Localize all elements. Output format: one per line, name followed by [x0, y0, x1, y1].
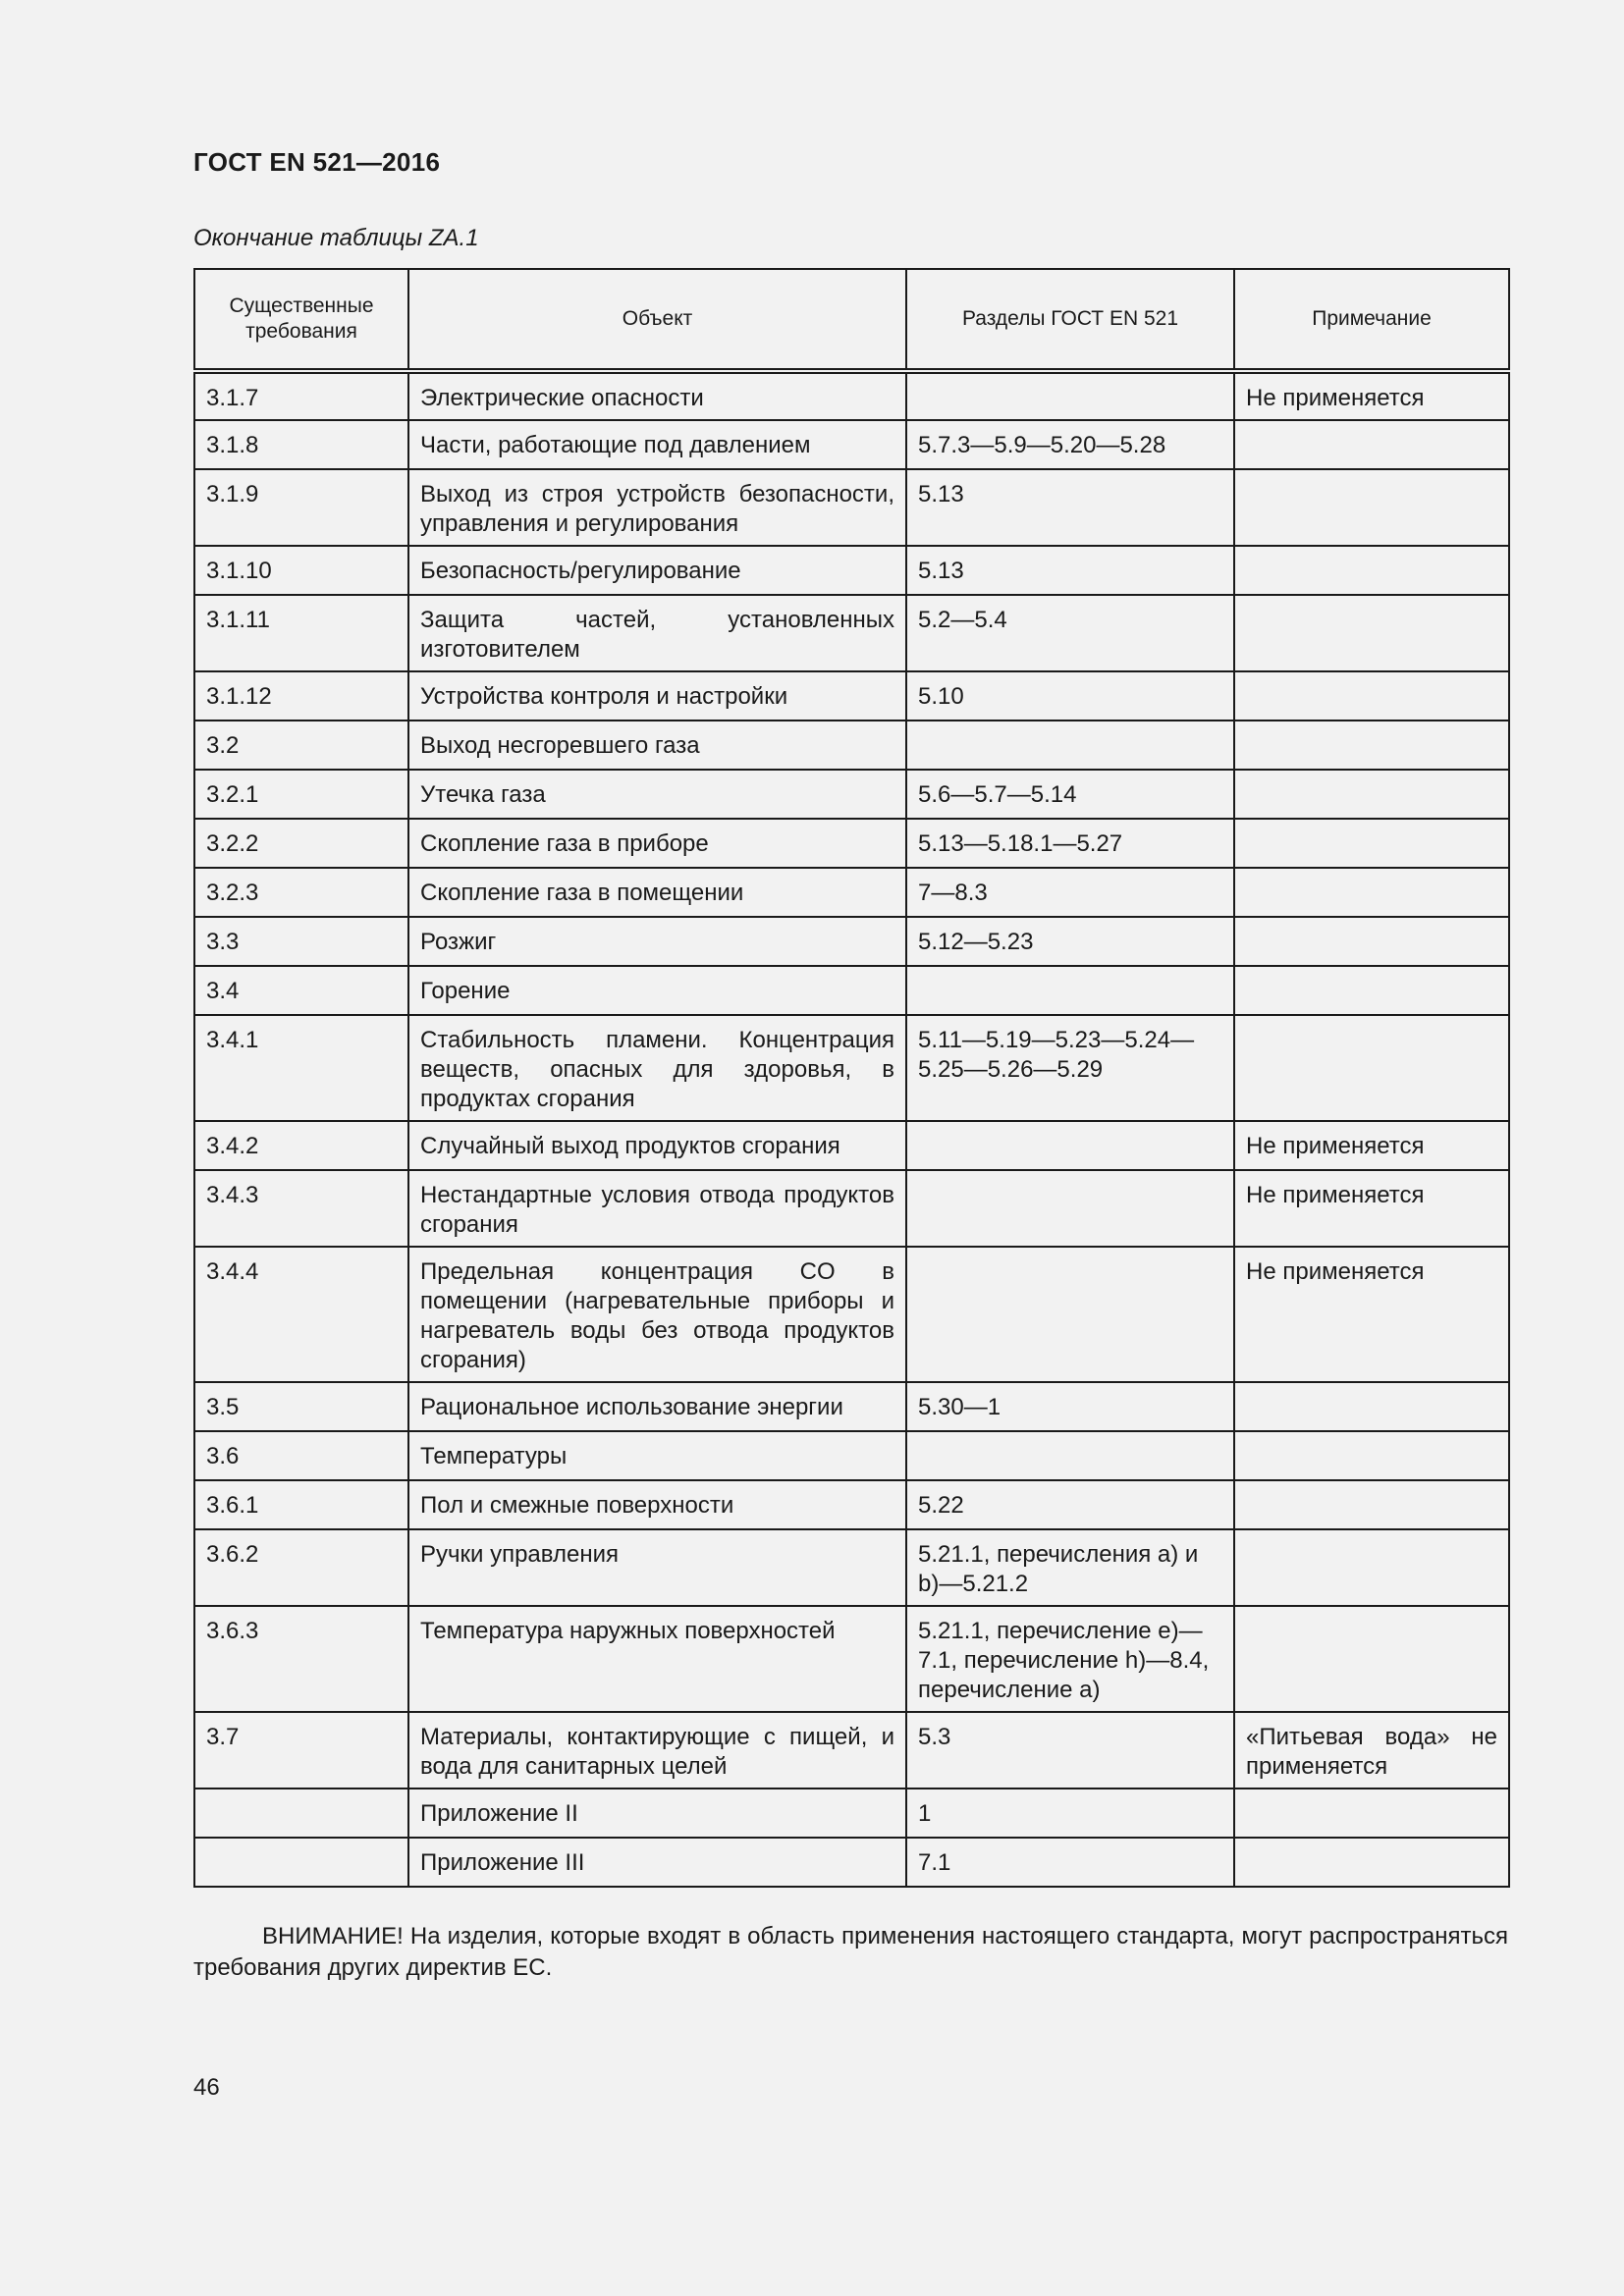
cell-sections: 5.21.1, перечисления а) и b)—5.21.2	[906, 1529, 1234, 1606]
cell-object: Температура наружных поверхностей	[408, 1606, 906, 1712]
cell-requirement: 3.6.2	[194, 1529, 408, 1606]
cell-sections: 5.10	[906, 671, 1234, 721]
table-row	[194, 1712, 1509, 1789]
table-row	[194, 819, 1509, 868]
cell-object: Предельная концентрация CO в помещении (нагревательные приборы и нагреватель воды без отвода продуктов сгорания)	[408, 1247, 906, 1382]
cell-sections: 5.2—5.4	[906, 595, 1234, 671]
cell-sections	[906, 371, 1234, 420]
cell-requirement: 3.4.2	[194, 1121, 408, 1170]
cell-note	[1234, 1382, 1509, 1431]
cell-object: Устройства контроля и настройки	[408, 671, 906, 721]
cell-requirement: 3.1.8	[194, 420, 408, 469]
header-note: Примечание	[1234, 269, 1509, 371]
cell-requirement: 3.7	[194, 1712, 408, 1789]
document-header: ГОСТ EN 521—2016	[193, 147, 441, 177]
cell-note: Не применяется	[1234, 1121, 1509, 1170]
cell-object: Части, работающие под давлением	[408, 420, 906, 469]
table-row	[194, 671, 1509, 721]
cell-sections: 5.21.1, перечисление е)—7.1, перечисление h)—8.4, перечисление а)	[906, 1606, 1234, 1712]
table-row	[194, 1529, 1509, 1606]
cell-requirement: 3.3	[194, 917, 408, 966]
table-row	[194, 546, 1509, 595]
cell-requirement: 3.6	[194, 1431, 408, 1480]
cell-requirement: 3.1.9	[194, 469, 408, 546]
cell-note	[1234, 819, 1509, 868]
cell-requirement: 3.1.12	[194, 671, 408, 721]
table-row	[194, 420, 1509, 469]
cell-requirement: 3.2.2	[194, 819, 408, 868]
cell-requirement: 3.2	[194, 721, 408, 770]
cell-note	[1234, 1838, 1509, 1887]
cell-note	[1234, 770, 1509, 819]
cell-object: Ручки управления	[408, 1529, 906, 1606]
table-row	[194, 469, 1509, 546]
cell-sections	[906, 1431, 1234, 1480]
cell-sections	[906, 1247, 1234, 1382]
cell-note	[1234, 1431, 1509, 1480]
table-row	[194, 1606, 1509, 1712]
header-requirements: Существенные требования	[194, 269, 408, 371]
header-sections: Разделы ГОСТ EN 521	[906, 269, 1234, 371]
cell-requirement: 3.6.3	[194, 1606, 408, 1712]
cell-note	[1234, 868, 1509, 917]
cell-object: Горение	[408, 966, 906, 1015]
cell-sections	[906, 721, 1234, 770]
table-row	[194, 595, 1509, 671]
table-header-row	[194, 269, 1509, 371]
cell-note: Не применяется	[1234, 1170, 1509, 1247]
cell-sections	[906, 1170, 1234, 1247]
cell-requirement: 3.4.4	[194, 1247, 408, 1382]
cell-note	[1234, 595, 1509, 671]
cell-object: Нестандартные условия отвода продуктов сгорания	[408, 1170, 906, 1247]
cell-sections: 5.13	[906, 546, 1234, 595]
cell-object: Выход несгоревшего газа	[408, 721, 906, 770]
cell-note	[1234, 966, 1509, 1015]
cell-sections	[906, 966, 1234, 1015]
notice-paragraph: ВНИМАНИЕ! На изделия, которые входят в область применения настоящего стандарта, могут распространяться требования других директив ЕС.	[193, 1923, 1508, 1981]
table-row	[194, 1480, 1509, 1529]
cell-note: Не применяется	[1234, 1247, 1509, 1382]
cell-object: Электрические опасности	[408, 371, 906, 420]
cell-object: Случайный выход продуктов сгорания	[408, 1121, 906, 1170]
table-row	[194, 770, 1509, 819]
cell-requirement: 3.6.1	[194, 1480, 408, 1529]
cell-object: Материалы, контактирующие с пищей, и вода для санитарных целей	[408, 1712, 906, 1789]
table-row	[194, 371, 1509, 420]
cell-note	[1234, 1480, 1509, 1529]
cell-note	[1234, 420, 1509, 469]
cell-requirement: 3.4.1	[194, 1015, 408, 1121]
cell-object: Приложение III	[408, 1838, 906, 1887]
cell-object: Температуры	[408, 1431, 906, 1480]
cell-object: Пол и смежные поверхности	[408, 1480, 906, 1529]
table-row	[194, 868, 1509, 917]
table-row	[194, 1838, 1509, 1887]
cell-object: Рациональное использование энергии	[408, 1382, 906, 1431]
cell-sections: 7.1	[906, 1838, 1234, 1887]
table-row	[194, 1121, 1509, 1170]
cell-requirement: 3.2.1	[194, 770, 408, 819]
table-row	[194, 1789, 1509, 1838]
cell-sections: 5.30—1	[906, 1382, 1234, 1431]
cell-note	[1234, 721, 1509, 770]
cell-requirement: 3.1.11	[194, 595, 408, 671]
cell-note	[1234, 1529, 1509, 1606]
cell-sections	[906, 1121, 1234, 1170]
cell-note	[1234, 1789, 1509, 1838]
table-caption: Окончание таблицы ZA.1	[193, 225, 479, 251]
cell-requirement	[194, 1838, 408, 1887]
cell-sections: 5.11—5.19—5.23—5.24—5.25—5.26—5.29	[906, 1015, 1234, 1121]
cell-sections: 5.13—5.18.1—5.27	[906, 819, 1234, 868]
cell-object: Защита частей, установленных изготовителем	[408, 595, 906, 671]
requirements-table	[193, 268, 1510, 1888]
cell-note	[1234, 1015, 1509, 1121]
table-row	[194, 1431, 1509, 1480]
cell-requirement: 3.1.7	[194, 371, 408, 420]
table-row	[194, 1382, 1509, 1431]
cell-note	[1234, 917, 1509, 966]
cell-object: Выход из строя устройств безопасности, управления и регулирования	[408, 469, 906, 546]
cell-object: Приложение II	[408, 1789, 906, 1838]
cell-note	[1234, 1606, 1509, 1712]
cell-note	[1234, 671, 1509, 721]
table-row	[194, 721, 1509, 770]
cell-object: Розжиг	[408, 917, 906, 966]
cell-object: Безопасность/регулирование	[408, 546, 906, 595]
cell-requirement: 3.1.10	[194, 546, 408, 595]
table-row	[194, 1247, 1509, 1382]
cell-object: Скопление газа в приборе	[408, 819, 906, 868]
cell-note	[1234, 469, 1509, 546]
cell-object: Утечка газа	[408, 770, 906, 819]
table-row	[194, 1170, 1509, 1247]
cell-object: Скопление газа в помещении	[408, 868, 906, 917]
cell-requirement: 3.5	[194, 1382, 408, 1431]
table-row	[194, 917, 1509, 966]
page-number: 46	[193, 2074, 220, 2101]
cell-note: «Питьевая вода» не применяется	[1234, 1712, 1509, 1789]
cell-requirement: 3.4.3	[194, 1170, 408, 1247]
table-row	[194, 1015, 1509, 1121]
cell-sections: 5.22	[906, 1480, 1234, 1529]
cell-requirement: 3.2.3	[194, 868, 408, 917]
cell-sections: 5.7.3—5.9—5.20—5.28	[906, 420, 1234, 469]
cell-sections: 5.3	[906, 1712, 1234, 1789]
cell-sections: 7—8.3	[906, 868, 1234, 917]
cell-sections: 1	[906, 1789, 1234, 1838]
cell-sections: 5.6—5.7—5.14	[906, 770, 1234, 819]
cell-sections: 5.12—5.23	[906, 917, 1234, 966]
table-row	[194, 966, 1509, 1015]
cell-note	[1234, 546, 1509, 595]
cell-note: Не применяется	[1234, 371, 1509, 420]
cell-requirement: 3.4	[194, 966, 408, 1015]
cell-object: Стабильность пламени. Концентрация веществ, опасных для здоровья, в продуктах сгорания	[408, 1015, 906, 1121]
cell-requirement	[194, 1789, 408, 1838]
header-object: Объект	[408, 269, 906, 371]
cell-sections: 5.13	[906, 469, 1234, 546]
